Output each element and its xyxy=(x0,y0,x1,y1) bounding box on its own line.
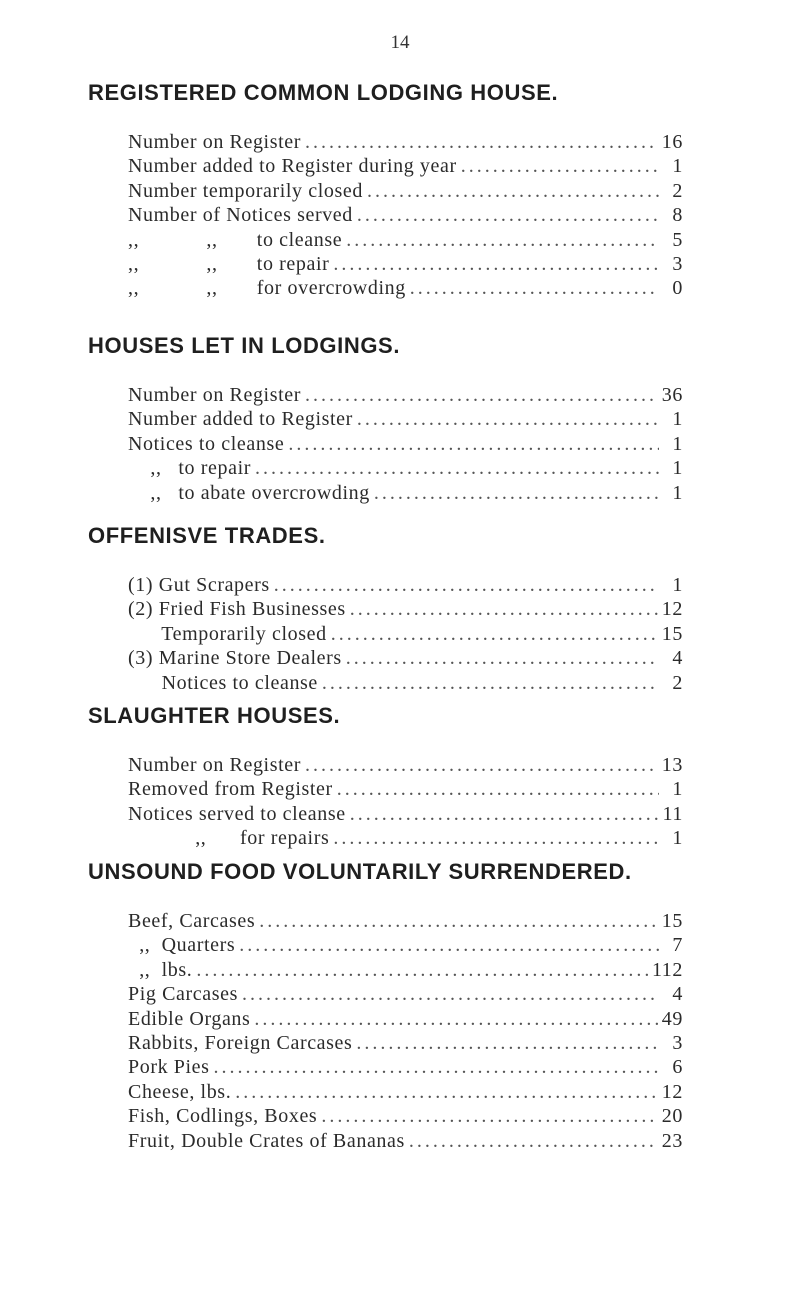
entry-row xyxy=(128,982,683,1006)
entry-value: 2 xyxy=(672,671,683,694)
entry-label: Rabbits, Foreign Carcases xyxy=(128,1031,353,1054)
leader-dots xyxy=(357,407,659,431)
leader-dots xyxy=(196,958,648,982)
entry-label: Number on Register xyxy=(128,131,301,153)
entry-list xyxy=(128,130,683,301)
entry-row xyxy=(128,1007,683,1031)
entry-row xyxy=(128,203,683,227)
entry-value: 49 xyxy=(661,1007,683,1030)
entry-value: 1 xyxy=(672,155,683,178)
entry-label: Number of Notices served xyxy=(128,204,353,227)
entry-label: ,, Quarters xyxy=(128,934,236,957)
entry-value: 3 xyxy=(672,1031,683,1054)
entry-label: ,, ,, to repair xyxy=(128,252,330,275)
entry-label: Fruit, Double Crates of Bananas xyxy=(128,1129,405,1152)
entry-label: ,, to abate overcrowding xyxy=(128,481,370,504)
entry-row xyxy=(128,154,683,178)
entry-row xyxy=(128,407,683,431)
entry-value: 5 xyxy=(672,228,683,251)
entry-label: Notices to cleanse xyxy=(128,432,285,455)
entry-value: 11 xyxy=(662,802,683,825)
entry-label: ,, for repairs xyxy=(128,827,330,850)
entry-value: 0 xyxy=(672,277,683,300)
entry-row xyxy=(128,456,683,480)
entry-row xyxy=(128,1104,683,1128)
leader-dots xyxy=(333,826,659,850)
entry-row xyxy=(128,933,683,957)
entry-label: (2) Fried Fish Businesses xyxy=(128,598,346,621)
entry-row xyxy=(128,252,683,276)
leader-dots xyxy=(305,753,658,777)
leader-dots xyxy=(337,777,659,801)
entry-label: Temporarily closed xyxy=(128,622,327,645)
leader-dots xyxy=(235,1080,658,1104)
entry-label: Number on Register xyxy=(128,754,301,776)
leader-dots xyxy=(305,383,658,407)
entry-value: 13 xyxy=(661,754,683,776)
entry-value: 12 xyxy=(661,1080,683,1103)
entry-label: ,, ,, to cleanse xyxy=(128,228,343,251)
entry-row xyxy=(128,228,683,252)
entry-value: 20 xyxy=(661,1105,683,1128)
entry-row xyxy=(128,1031,683,1055)
entry-row xyxy=(128,826,683,850)
section-heading: SLAUGHTER HOUSES. xyxy=(88,703,341,728)
leader-dots xyxy=(333,252,659,276)
entry-row xyxy=(128,130,683,154)
entry-row xyxy=(128,958,683,982)
entry-row xyxy=(128,1055,683,1079)
entry-value: 1 xyxy=(672,432,683,455)
entry-label: (1) Gut Scrapers xyxy=(128,574,270,596)
entry-value: 16 xyxy=(661,131,683,153)
entry-label: Pork Pies xyxy=(128,1056,210,1079)
entry-label: Pig Carcases xyxy=(128,983,238,1006)
entry-row xyxy=(128,1080,683,1104)
entry-row xyxy=(128,622,683,646)
entry-label: Edible Organs xyxy=(128,1007,251,1030)
leader-dots xyxy=(214,1055,659,1079)
entry-label: Removed from Register xyxy=(128,778,333,801)
leader-dots xyxy=(259,909,658,933)
entry-list xyxy=(128,753,683,851)
entry-row xyxy=(128,179,683,203)
entry-value: 112 xyxy=(651,958,683,981)
entry-label: Number added to Register during year xyxy=(128,155,457,178)
entry-value: 15 xyxy=(661,622,683,645)
leader-dots xyxy=(305,130,658,154)
section-heading: REGISTERED COMMON LODGING HOUSE. xyxy=(88,80,559,105)
entry-value: 7 xyxy=(672,934,683,957)
entry-value: 1 xyxy=(672,574,683,596)
entry-value: 4 xyxy=(672,983,683,1006)
entry-value: 12 xyxy=(661,598,683,621)
entry-label: Fish, Codlings, Boxes xyxy=(128,1105,318,1128)
leader-dots xyxy=(350,597,658,621)
leader-dots xyxy=(274,573,659,597)
entry-value: 1 xyxy=(672,778,683,801)
entry-label: ,, to repair xyxy=(128,457,251,480)
entry-row xyxy=(128,802,683,826)
entry-label: Number on Register xyxy=(128,384,301,406)
leader-dots xyxy=(461,154,659,178)
leader-dots xyxy=(346,228,659,252)
entry-list xyxy=(128,383,683,505)
leader-dots xyxy=(356,1031,659,1055)
entry-value: 6 xyxy=(672,1056,683,1079)
entry-row xyxy=(128,276,683,300)
entry-label: ,, lbs. xyxy=(128,958,193,981)
leader-dots xyxy=(409,1129,658,1153)
entry-value: 36 xyxy=(661,384,683,406)
section-heading: HOUSES LET IN LODGINGS. xyxy=(88,333,401,358)
leader-dots xyxy=(367,179,659,203)
entry-label: Notices to cleanse xyxy=(128,671,318,694)
entry-label: Notices served to cleanse xyxy=(128,802,346,825)
leader-dots xyxy=(239,933,659,957)
leader-dots xyxy=(410,276,659,300)
entry-label: Number added to Register xyxy=(128,408,353,431)
leader-dots xyxy=(321,1104,657,1128)
leader-dots xyxy=(288,432,659,456)
leader-dots xyxy=(242,982,659,1006)
entry-row xyxy=(128,573,683,597)
entry-value: 8 xyxy=(672,204,683,227)
entry-label: Beef, Carcases xyxy=(128,910,256,932)
leader-dots xyxy=(350,802,659,826)
entry-row xyxy=(128,383,683,407)
entry-list xyxy=(128,573,683,695)
leader-dots xyxy=(255,456,659,480)
entry-list xyxy=(128,909,683,1153)
entry-row xyxy=(128,481,683,505)
leader-dots xyxy=(374,481,659,505)
entry-value: 1 xyxy=(672,408,683,431)
entry-value: 1 xyxy=(672,827,683,850)
entry-value: 15 xyxy=(661,910,683,932)
entry-value: 1 xyxy=(672,481,683,504)
entry-label: Number temporarily closed xyxy=(128,179,363,202)
entry-row xyxy=(128,432,683,456)
entry-label: Cheese, lbs. xyxy=(128,1080,232,1103)
entry-row xyxy=(128,1129,683,1153)
entry-row xyxy=(128,671,683,695)
leader-dots xyxy=(322,671,659,695)
entry-row xyxy=(128,597,683,621)
entry-value: 3 xyxy=(672,252,683,275)
leader-dots xyxy=(254,1007,657,1031)
entry-value: 2 xyxy=(672,179,683,202)
entry-row xyxy=(128,646,683,670)
leader-dots xyxy=(357,203,659,227)
entry-label: (3) Marine Store Dealers xyxy=(128,647,342,670)
entry-row xyxy=(128,753,683,777)
leader-dots xyxy=(331,622,658,646)
entry-row xyxy=(128,909,683,933)
page-number: 14 xyxy=(390,32,410,53)
entry-value: 4 xyxy=(672,647,683,670)
entry-label: ,, ,, for overcrowding xyxy=(128,277,406,300)
entry-value: 1 xyxy=(672,457,683,480)
section-heading: UNSOUND FOOD VOLUNTARILY SURRENDERED. xyxy=(88,859,632,884)
section-heading: OFFENISVE TRADES. xyxy=(88,523,326,548)
entry-value: 23 xyxy=(661,1129,683,1152)
leader-dots xyxy=(346,646,659,670)
entry-row xyxy=(128,777,683,801)
